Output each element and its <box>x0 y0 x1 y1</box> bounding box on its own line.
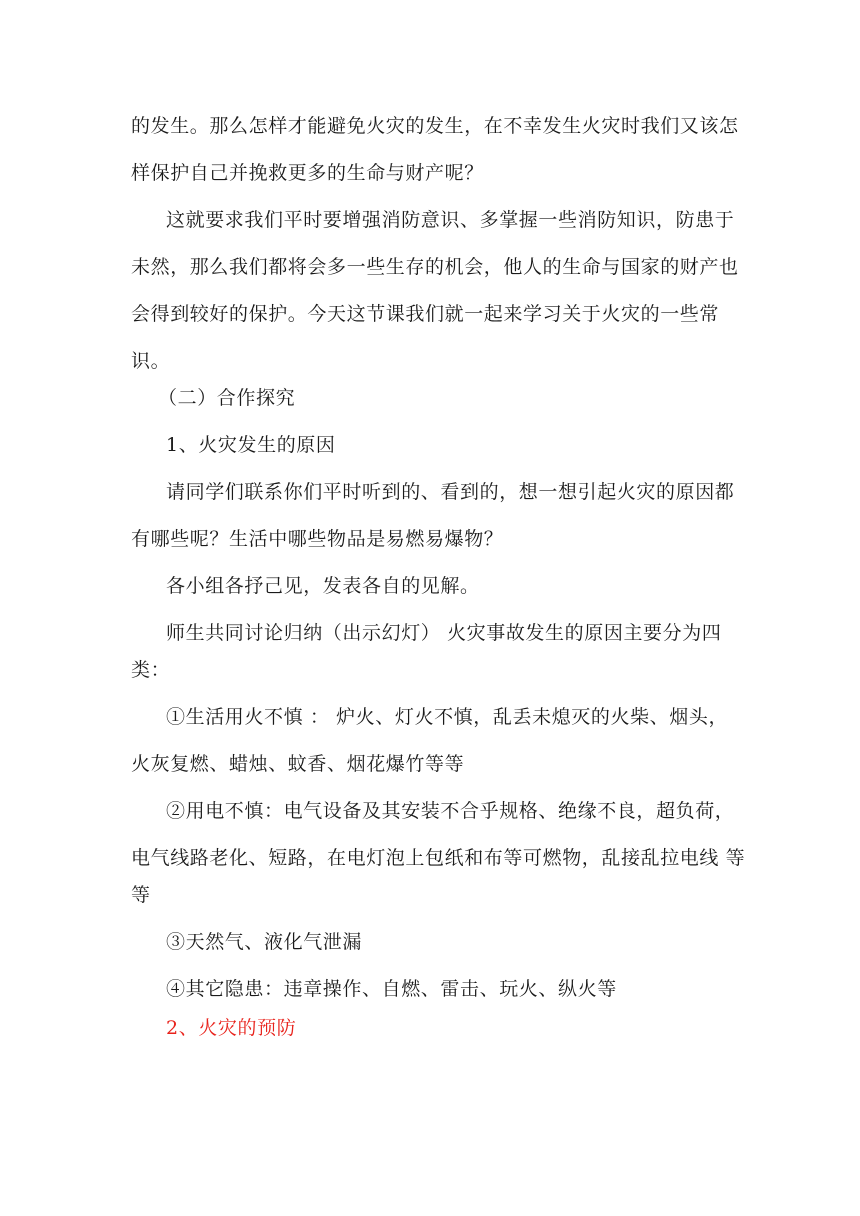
list-item: ①生活用火不慎 ： 炉火、灯火不慎，乱丢未熄灭的火柴、烟头， <box>166 706 729 728</box>
list-item: ②用电不慎：电气设备及其安装不合乎规格、绝缘不良，超负荷， <box>166 800 735 822</box>
list-item-continuation: 等 <box>131 884 151 906</box>
paragraph-line: 这就要求我们平时要增强消防意识、多掌握一些消防知识，防患于 <box>166 209 735 231</box>
subsection-heading: 2、火灾的预防 <box>166 1017 297 1039</box>
paragraph-line: 样保护自己并挽救更多的生命与财产呢？ <box>131 162 484 184</box>
paragraph-line: 识。 <box>131 350 171 372</box>
section-heading: （二）合作探究 <box>158 387 296 409</box>
paragraph-line: 师生共同讨论归纳（出示幻灯） 火灾事故发生的原因主要分为四 <box>166 622 722 644</box>
paragraph-line: 未然，那么我们都将会多一些生存的机会，他人的生命与国家的财产也 <box>131 256 739 278</box>
paragraph-line: 有哪些呢？生活中哪些物品是易燃易爆物？ <box>131 528 504 550</box>
paragraph-line: 请同学们联系你们平时听到的、看到的，想一想引起火灾的原因都 <box>166 481 735 503</box>
paragraph-line: 各小组各抒己见，发表各自的见解。 <box>166 575 480 597</box>
list-item-continuation: 电气线路老化、短路，在电灯泡上包纸和布等可燃物，乱接乱拉电线 等 <box>131 847 746 869</box>
paragraph-line: 的发生。那么怎样才能避免火灾的发生，在不幸发生火灾时我们又该怎 <box>131 115 739 137</box>
paragraph-line: 会得到较好的保护。今天这节课我们就一起来学习关于火灾的一些常 <box>131 303 720 325</box>
paragraph-line: 类： <box>131 659 171 681</box>
list-item-continuation: 火灰复燃、蜡烛、蚊香、烟花爆竹等等 <box>131 753 465 775</box>
list-item: ④其它隐患：违章操作、自燃、雷击、玩火、纵火等 <box>166 978 617 1000</box>
subsection-heading: 1、火灾发生的原因 <box>166 434 336 456</box>
list-item: ③天然气、液化气泄漏 <box>166 931 363 953</box>
